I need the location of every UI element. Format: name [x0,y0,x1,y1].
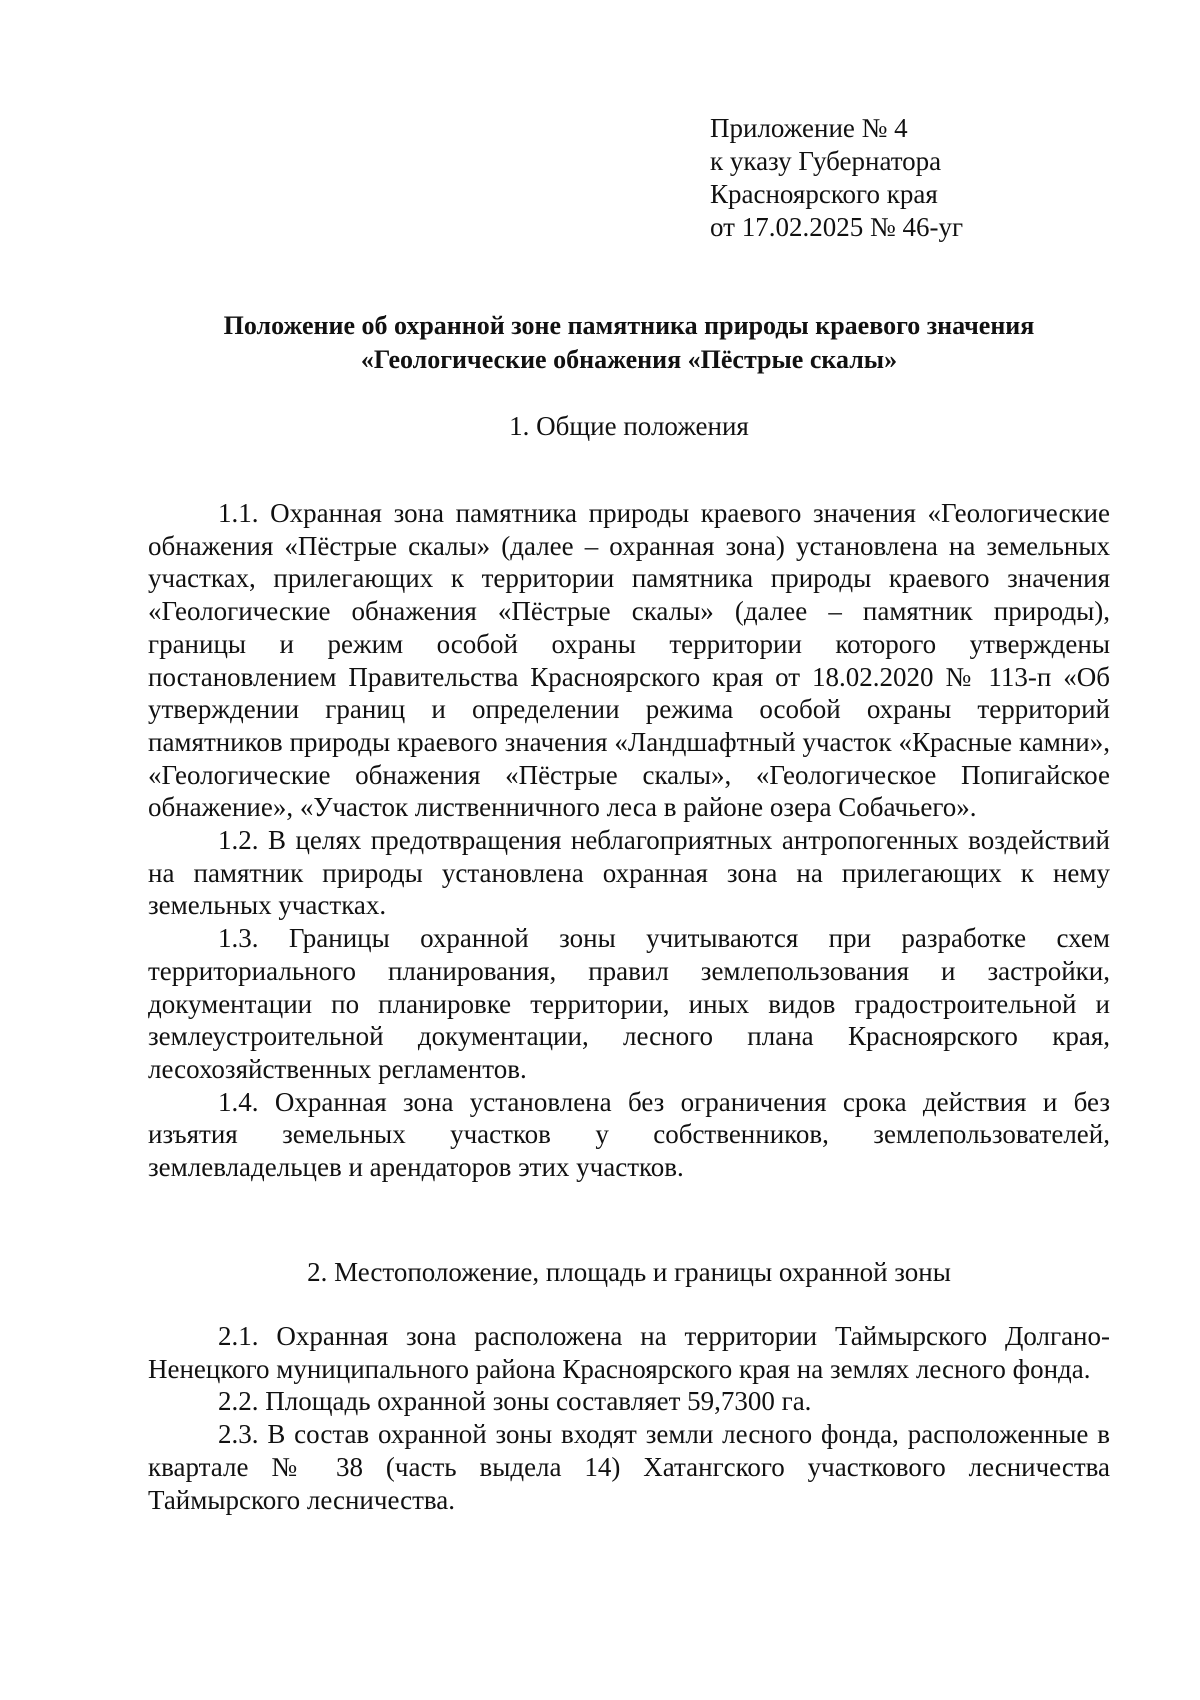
document-title [148,309,1110,377]
title-line: «Геологические обнажения «Пёстрые скалы» [360,345,898,374]
paragraph: 1.2. В целях предотвращения неблагоприятных антропогенных воздействий на памятник природы установлена охранная зона на прилегающих к нему земельных участках. [148,825,1110,921]
paragraph: 2.2. Площадь охранной зоны составляет 59,7300 га. [218,1386,812,1417]
paragraph: 1.4. Охранная зона установлена без ограничения срока действия и без изъятия земельных участков у собственников, землепользователей, землевладельцев и арендаторов этих участков. [148,1086,1110,1183]
section-heading: 1. Общие положения [509,411,749,441]
appendix-line: к указу Губернатора [710,146,942,176]
paragraph: 2.1. Охранная зона расположена на территории Таймырского Долгано-Ненецкого муниципального района Красноярского края на землях лесного фонда. [148,1321,1110,1384]
section-heading: 2. Местоположение, площадь и границы охранной зоны [307,1257,951,1287]
section-1-body [148,497,1110,1184]
appendix-line: от 17.02.2025 № 46-уг [710,212,964,242]
appendix-line: Красноярского края [710,179,938,209]
appendix-line: Приложение № 4 [710,113,908,143]
paragraph: 1.1. Охранная зона памятника природы краевого значения «Геологические обнажения «Пёстрые скалы» (далее – охранная зона) установлена на земельных участках, прилегающих к территории памятника природы краевого значения «Геологические обнажения «Пёстрые скалы» (далее – памятник природы), границы и режим особой охраны территории которого утверждены постановлением Правительства Красноярского края от 18.02.2020 № 113-п «Об утверждении границ и определении режима особой охраны территорий памятников природы краевого значения «Ландшафтный участок «Красные камни», «Геологические обнажения «Пёстрые скалы», «Геологическое Попигайское обнажение», «Участок лиственничного леса в районе озера Собачьего». [148,498,1110,823]
paragraph: 2.3. В состав охранной зоны входят земли лесного фонда, расположенные в квартале № 38 (часть выдела 14) Хатангского участкового лесничества Таймырского лесничества. [148,1419,1110,1515]
section-2-body [148,1320,1110,1516]
paragraph: 1.3. Границы охранной зоны учитываются при разработке схем территориального планирования, правил землепользования и застройки, документации по планировке территории, иных видов градостроительной и землеустроительной документации, лесного плана Красноярского края, лесохозяйственных регламентов. [148,923,1110,1084]
appendix-block [710,112,963,244]
title-line: Положение об охранной зоне памятника природы краевого значения [223,311,1035,340]
